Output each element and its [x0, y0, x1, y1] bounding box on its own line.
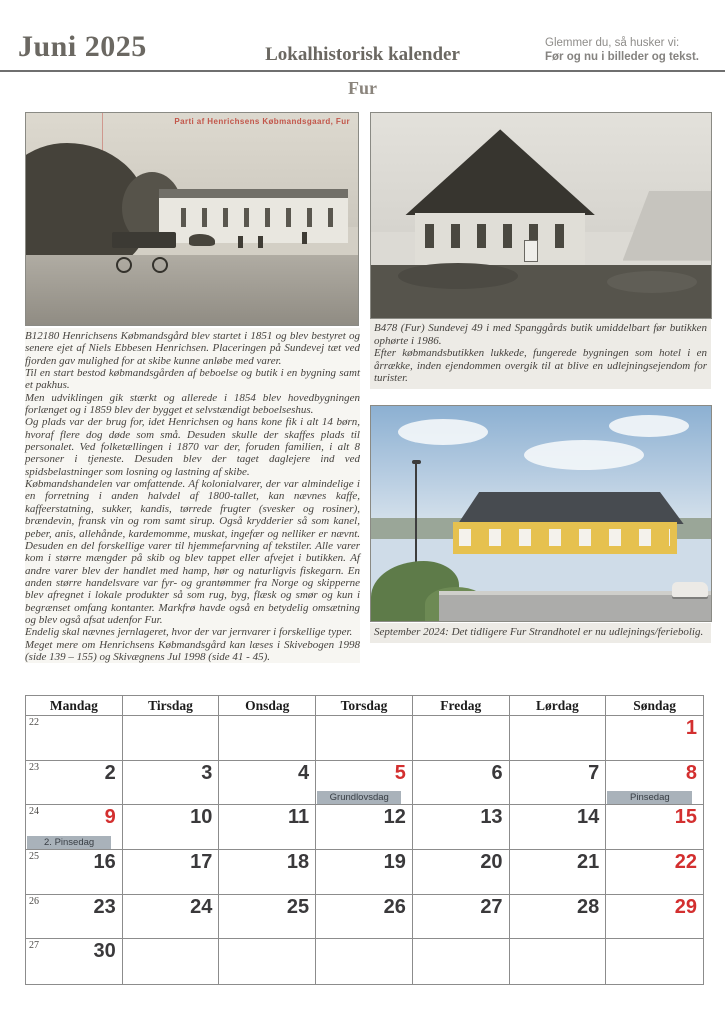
holiday-label: 2. Pinsedag: [27, 836, 111, 849]
tagline-line2: Før og nu i billeder og tekst.: [545, 51, 699, 63]
month-title: Juni 2025: [18, 30, 147, 63]
day-number: 7: [588, 761, 600, 784]
lamp-post: [415, 462, 417, 565]
day-number: 8: [685, 761, 697, 784]
calendar-day-cell: [316, 761, 413, 806]
header-divider: [0, 70, 725, 72]
place-title: Fur: [348, 78, 377, 98]
day-number: 30: [93, 940, 116, 963]
calendar-day-cell: [510, 850, 607, 895]
hotel-windows: [459, 529, 670, 546]
calendar-day-cell: [316, 895, 413, 940]
calendar-day-cell: [510, 761, 607, 806]
photo-old-kobmandsgaard: [25, 112, 359, 326]
day-number: 22: [674, 851, 697, 874]
calendar-day-cell: [606, 716, 703, 761]
article-paragraph: B12180 Henrichsens Købmandsgård blev startet i 1851 og blev bestyret og senere ejet af Niels Ebbesen Henrichsen. Placeringen på Sundevej tæt ved fjorden gav mulighed for at skibe kunne anløbe med varer.: [25, 330, 360, 367]
calendar-day-cell: [510, 939, 607, 984]
day-number: 14: [577, 806, 600, 829]
calendar-day-cell: [316, 850, 413, 895]
calendar-day-cell: [606, 805, 703, 850]
calendar-day-cell: [316, 716, 413, 761]
article-text: [25, 328, 360, 663]
calendar-day-cell: [26, 939, 123, 984]
calendar-day-cell: [123, 850, 220, 895]
calendar-day-cell: [413, 895, 510, 940]
calendar-day-cell: [219, 895, 316, 940]
postcard-horse: [189, 234, 215, 246]
day-number: 21: [577, 851, 600, 874]
holiday-label: Grundlovsdag: [317, 791, 401, 804]
weekday-header: Tirsdag: [123, 696, 220, 715]
day-number: 17: [190, 851, 213, 874]
cloud: [609, 415, 689, 437]
calendar-day-cell: [123, 805, 220, 850]
postcard-building-windows: [165, 208, 341, 227]
article-paragraph: Og plads var der brug for, idet Henrichsen og hans kone fik i alt 14 børn, hvoraf flere dog døde som små. Desuden skulle der skaffes plads til personalet. Ved folketællingen i 1870 var der, foruden familien, i alt 8 personer i tjeneste. Desuden blev der taget daglejere ind ved spidsbelastninger som losning og lastning af skibe.: [25, 416, 360, 478]
day-number: 6: [491, 761, 503, 784]
calendar-weekday-header-row: [26, 696, 703, 716]
week-number: 26: [29, 895, 39, 907]
weekday-header: Torsdag: [316, 696, 413, 715]
publication-title: Lokalhistorisk kalender: [265, 44, 460, 65]
day-number: 25: [286, 895, 310, 918]
weekday-header: Søndag: [633, 698, 677, 713]
calendar-day-cell: [219, 761, 316, 806]
day-number: 10: [190, 806, 213, 829]
calendar-day-cell: [413, 850, 510, 895]
calendar-day-cell: [413, 716, 510, 761]
calendar-day-cell: [26, 761, 123, 806]
calendar-day-cell: [413, 805, 510, 850]
calendar-day-cell: [123, 716, 220, 761]
day-number: 26: [383, 895, 406, 918]
week-number: 25: [29, 851, 39, 863]
article-paragraph: Til en start bestod købmandsgården af beboelse og butik i en bygning samt et pakhus.: [25, 367, 360, 392]
cloud: [398, 419, 488, 445]
calendar-day-cell: [219, 850, 316, 895]
postcard-person: [258, 236, 263, 248]
week-number: 24: [29, 806, 39, 818]
caption-paragraph: September 2024: Det tidligere Fur Strandhotel er nu udlejnings/feriebolig.: [374, 626, 704, 638]
day-number: 24: [190, 895, 213, 918]
calendar-day-cell: [26, 895, 123, 940]
parked-car: [672, 582, 708, 597]
caption-paragraph: Efter købmandsbutikken lukkede, fungerede bygningen som hotel i en årrække, inden ejendommen overgik til at blive en udlejningsejendom for turister.: [374, 347, 707, 385]
calendar-day-cell: [26, 716, 123, 761]
calendar-day-cell: [219, 805, 316, 850]
day-number: 20: [480, 851, 503, 874]
week-number: 22: [29, 717, 39, 728]
calendar-day-cell: [26, 850, 123, 895]
hotel-roof: [446, 492, 684, 524]
article-paragraph: Men udviklingen gik stærkt og allerede i 1854 blev hovedbygningen forlænget og i 1859 blev der bygget et selvstændigt beboelseshus.: [25, 391, 360, 417]
photo-fur-strandhotel: [370, 405, 712, 622]
calendar-day-cell: [219, 939, 316, 984]
calendar-weeks-grid: [26, 716, 703, 984]
calendar-day-cell: [606, 895, 703, 940]
road: [439, 593, 711, 621]
postcard-ground: [26, 255, 358, 325]
article-paragraph: Endelig skal nævnes jernlageret, hvor der var jernvarer i forskellige typer.: [25, 626, 353, 639]
curb: [439, 591, 711, 595]
calendar-day-cell: [510, 716, 607, 761]
lamp-post-head: [412, 460, 421, 464]
tagline: [545, 36, 699, 64]
calendar-day-cell: [123, 939, 220, 984]
calendar-day-cell: [316, 805, 413, 850]
caption-paragraph: B478 (Fur) Sundevej 49 i med Spanggårds butik umiddelbart før butikken ophørte i 1986.: [374, 322, 707, 347]
postcard-person: [238, 236, 243, 248]
calendar-day-cell: [123, 761, 220, 806]
bw-photo-sign: [524, 240, 538, 262]
day-number: 9: [104, 806, 116, 829]
weekday-header: Fredag: [413, 696, 510, 715]
calendar-day-cell: [606, 761, 703, 806]
weekday-header: Lørdag: [510, 696, 607, 715]
caption-sundevej: [370, 319, 711, 389]
calendar-day-cell: [219, 716, 316, 761]
postcard-overlay-caption: Parti af Henrichsens Købmandsgaard, Fur: [174, 117, 350, 126]
holiday-label: Pinsedag: [607, 791, 692, 804]
calendar-day-cell: [413, 939, 510, 984]
bw-photo-windows: [425, 224, 575, 249]
calendar-day-cell: [316, 939, 413, 984]
article-paragraph: Meget mere om Henrichsens Købmandsgård kan læses i Skivebogen 1998 (side 139 – 155) og Skivægnens Jul 1998 (side 41 - 45).: [25, 638, 360, 663]
day-number: 23: [93, 895, 116, 918]
calendar-day-cell: [606, 850, 703, 895]
day-number: 11: [287, 806, 310, 829]
calendar-day-cell: [413, 761, 510, 806]
caption-strandhotel: [370, 623, 711, 643]
day-number: 19: [383, 851, 406, 874]
tagline-line1: Glemmer du, så husker vi:: [545, 37, 680, 49]
postcard-horse-carriage: [112, 232, 176, 248]
week-number: 27: [29, 940, 39, 952]
day-number: 29: [674, 895, 697, 918]
day-number: 15: [674, 806, 697, 829]
weekday-header: Mandag: [26, 696, 123, 715]
carriage-wheel: [116, 257, 132, 273]
day-number: 27: [480, 895, 503, 918]
calendar-day-cell: [606, 939, 703, 984]
day-number: 4: [298, 761, 310, 784]
calendar-day-cell: [26, 805, 123, 850]
photo-sundevej-49: [370, 112, 712, 319]
day-number: 1: [685, 717, 697, 739]
day-number: 12: [383, 806, 406, 829]
article-paragraph: Købmandshandelen var omfattende. Af kolonialvarer, der var almindelige i en forretning i anden halvdel af 1800-tallet, kan nævnes kaffe, kaffeerstatning, sukker, kandis, tørrede frugter (svesker og rosiner), brændevin, fransk vin og rom samt sirup. Også krydderier så som kanel, peber, anis, allehånde, kardemomme, muskat, ingefær og nelliker er nævnt. Desuden en del forskellige varer til hjemmefarvning af tekstiler. Alle varer kom i større mængder på skib og blev tappet eller afvejet i butikken. Af andre varer blev der handlet med hamp, hør og naturligvis fiskegarn. En anden større handelsvare var fyr- og grantømmer fra Norge og skipperne blev afregnet i lokale produkter så som rug, byg, flæsk og smør og kun i begrænset omfang kontanter. Markfrø havde også en betydelig omsætning og blev også afsat udenfor Fur.: [25, 478, 360, 626]
postcard-person: [302, 232, 307, 244]
day-number: 3: [201, 761, 213, 784]
day-number: 18: [286, 851, 310, 874]
calendar-day-cell: [510, 895, 607, 940]
calendar-day-cell: [123, 895, 220, 940]
day-number: 2: [104, 761, 116, 784]
day-number: 5: [394, 761, 406, 784]
weekday-header: Onsdag: [219, 696, 316, 715]
day-number: 16: [93, 851, 116, 874]
day-number: 13: [480, 806, 503, 829]
week-number: 23: [29, 761, 39, 773]
day-number: 28: [577, 895, 600, 918]
june-calendar: [25, 695, 704, 985]
calendar-day-cell: [510, 805, 607, 850]
